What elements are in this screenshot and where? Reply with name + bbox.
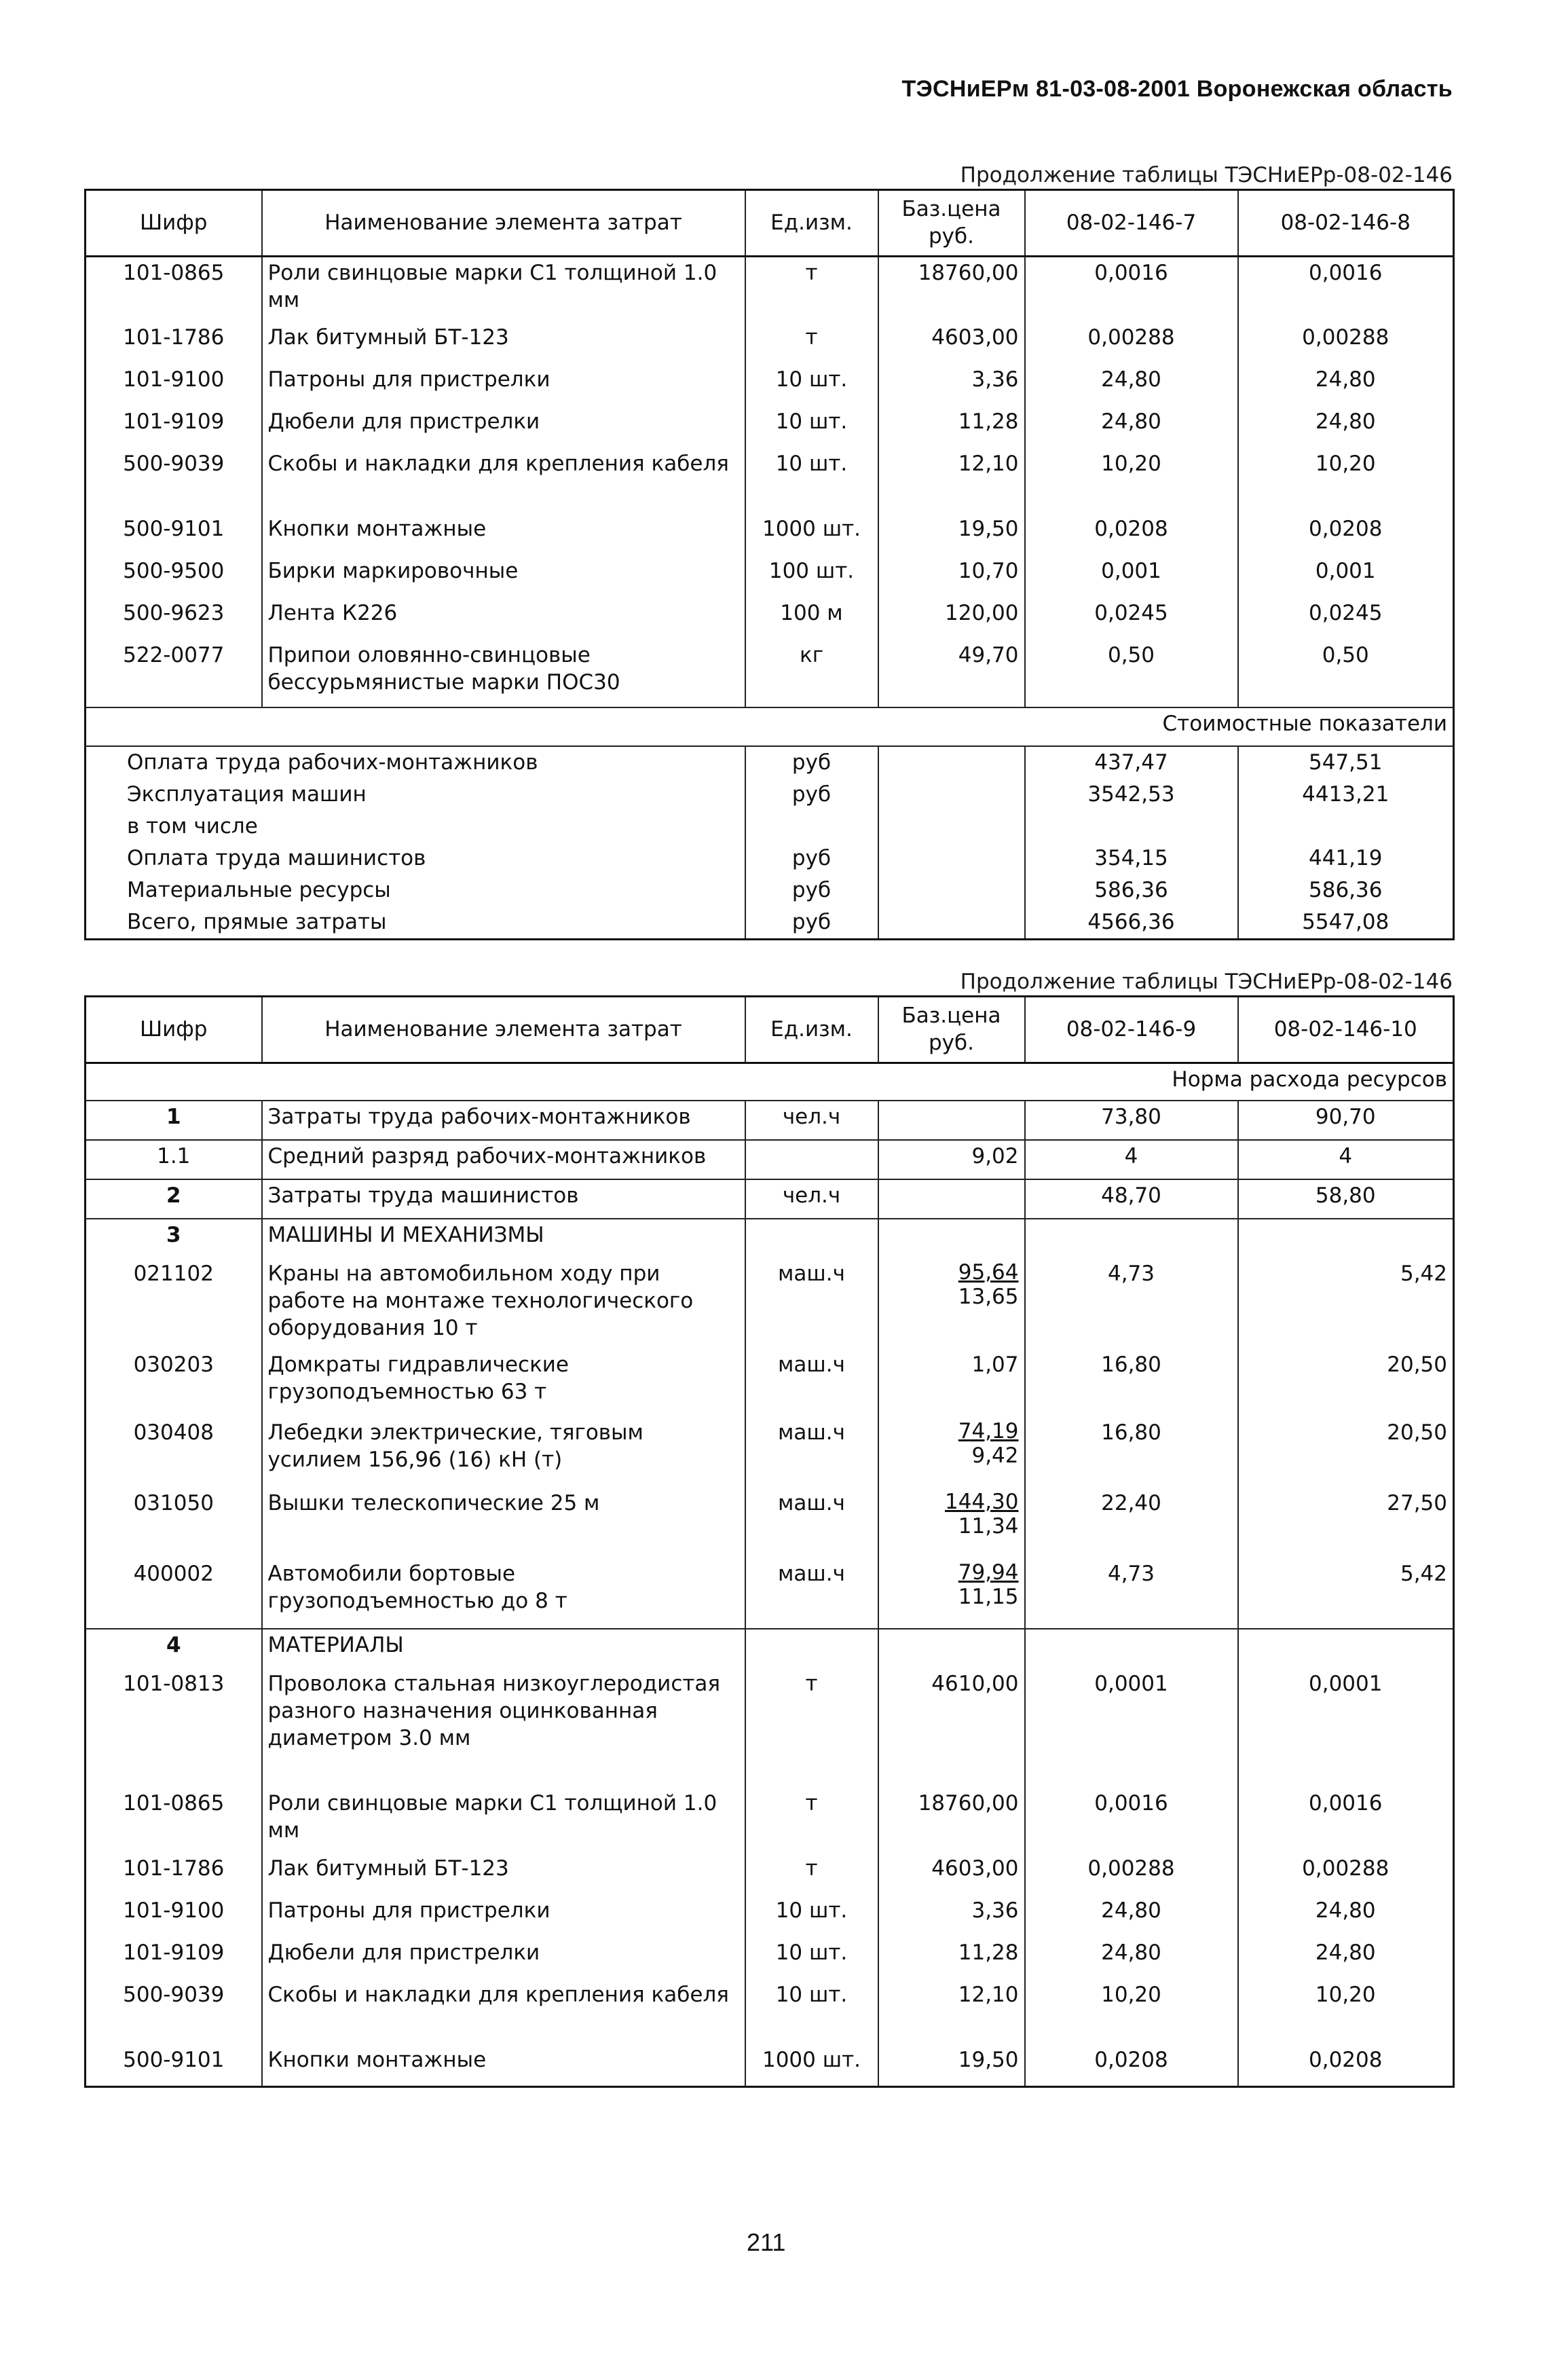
material-row — [86, 1853, 1454, 1895]
cost-name: Материальные ресурсы — [86, 874, 745, 906]
cost-header: Стоимостные показатели — [86, 707, 1454, 746]
row-unit: маш.ч — [745, 1258, 878, 1349]
row-price — [878, 1558, 1025, 1629]
row-value-b: 27,50 — [1238, 1488, 1454, 1558]
cost-unit: руб — [745, 746, 878, 779]
price-fraction — [958, 1260, 1019, 1309]
row-code: 522-0077 — [86, 640, 262, 707]
row-value-a: 0,00288 — [1025, 322, 1238, 364]
row-name: Дюбели для пристрелки — [262, 1937, 745, 1979]
row-code: 1 — [86, 1101, 262, 1140]
row-name: Кнопки монтажные — [262, 513, 745, 555]
material-row — [86, 1937, 1454, 1979]
row-value-b: 0,50 — [1238, 640, 1454, 707]
cost-value-b: 441,19 — [1238, 843, 1454, 874]
table-row — [86, 513, 1454, 555]
page-number: 211 — [747, 2228, 786, 2256]
header-price — [878, 190, 1025, 257]
header-name: Наименование элемента затрат — [262, 997, 745, 1063]
row-value-a: 0,00288 — [1025, 1853, 1238, 1895]
row-code: 031050 — [86, 1488, 262, 1558]
row-name: Лента К226 — [262, 597, 745, 640]
row-price — [878, 1417, 1025, 1488]
section-name: МАШИНЫ И МЕХАНИЗМЫ — [262, 1219, 745, 1258]
empty-cell — [1238, 1629, 1454, 1668]
table1-header-row — [86, 190, 1454, 257]
row-name: Лак битумный БТ-123 — [262, 322, 745, 364]
cost-header-row — [86, 707, 1454, 746]
price-total: 95,64 — [958, 1260, 1019, 1285]
row-unit: маш.ч — [745, 1488, 878, 1558]
cost-value-b: 4413,21 — [1238, 779, 1454, 811]
cost-unit: руб — [745, 843, 878, 874]
row-name: Затраты труда машинистов — [262, 1179, 745, 1219]
row-code: 2 — [86, 1179, 262, 1219]
row-price — [878, 1258, 1025, 1349]
row-value-a: 16,80 — [1025, 1417, 1238, 1488]
row-value-b: 0,0016 — [1238, 1788, 1454, 1853]
row-code: 101-0865 — [86, 257, 262, 322]
row-value-a: 10,20 — [1025, 1979, 1238, 2044]
row-unit: 10 шт. — [745, 448, 878, 513]
header-col-a: 08-02-146-9 — [1025, 997, 1238, 1063]
row-name: Роли свинцовые марки С1 толщиной 1.0 мм — [262, 1788, 745, 1853]
row-name: Припои оловянно-свинцовые бессурьмянистые марки ПОС30 — [262, 640, 745, 707]
row-code: 021102 — [86, 1258, 262, 1349]
cost-value-a — [1025, 811, 1238, 843]
header-col-b: 08-02-146-10 — [1238, 997, 1454, 1063]
row-value-b: 24,80 — [1238, 406, 1454, 448]
cost-price — [878, 843, 1025, 874]
row-code: 101-9100 — [86, 1895, 262, 1937]
empty-cell — [1025, 1219, 1238, 1258]
table1-body — [86, 257, 1454, 940]
labor-row — [86, 1140, 1454, 1179]
row-value-a: 48,70 — [1025, 1179, 1238, 1219]
row-price: 19,50 — [878, 2044, 1025, 2086]
cost-price — [878, 779, 1025, 811]
empty-cell — [878, 1219, 1025, 1258]
row-price: 10,70 — [878, 555, 1025, 597]
header-price-line2: руб. — [929, 1031, 974, 1055]
row-unit: т — [745, 1853, 878, 1895]
price-fraction — [958, 1560, 1019, 1609]
cost-row — [86, 811, 1454, 843]
row-code: 101-1786 — [86, 322, 262, 364]
row-value-b: 24,80 — [1238, 364, 1454, 406]
row-value-a: 24,80 — [1025, 406, 1238, 448]
row-price: 11,28 — [878, 1937, 1025, 1979]
row-value-a: 4,73 — [1025, 1558, 1238, 1629]
row-name: Автомобили бортовые грузоподъемностью до 8 т — [262, 1558, 745, 1629]
row-value-a: 4,73 — [1025, 1258, 1238, 1349]
row-value-a: 0,0245 — [1025, 597, 1238, 640]
cost-unit: руб — [745, 779, 878, 811]
row-name: Роли свинцовые марки С1 толщиной 1.0 мм — [262, 257, 745, 322]
header-code: Шифр — [86, 997, 262, 1063]
row-code: 500-9500 — [86, 555, 262, 597]
cost-name: Всего, прямые затраты — [86, 906, 745, 940]
header-unit: Ед.изм. — [745, 997, 878, 1063]
row-value-a: 0,0208 — [1025, 513, 1238, 555]
row-value-a: 24,80 — [1025, 1937, 1238, 1979]
empty-cell — [745, 1219, 878, 1258]
cost-value-b: 547,51 — [1238, 746, 1454, 779]
cost-name: в том числе — [86, 811, 745, 843]
machine-row — [86, 1258, 1454, 1349]
row-code: 101-0813 — [86, 1668, 262, 1788]
row-code: 500-9101 — [86, 2044, 262, 2086]
machine-row — [86, 1488, 1454, 1558]
row-price: 18760,00 — [878, 257, 1025, 322]
material-row — [86, 2044, 1454, 2086]
row-price: 4603,00 — [878, 1853, 1025, 1895]
row-value-b: 5,42 — [1238, 1558, 1454, 1629]
row-value-b: 5,42 — [1238, 1258, 1454, 1349]
header-col-a: 08-02-146-7 — [1025, 190, 1238, 257]
cost-name: Эксплуатация машин — [86, 779, 745, 811]
row-unit: 1000 шт. — [745, 2044, 878, 2086]
row-unit: маш.ч — [745, 1417, 878, 1488]
machine-row — [86, 1349, 1454, 1417]
cost-unit: руб — [745, 874, 878, 906]
row-value-b: 0,0245 — [1238, 597, 1454, 640]
row-name: Патроны для пристрелки — [262, 1895, 745, 1937]
row-value-b: 20,50 — [1238, 1417, 1454, 1488]
row-unit: 10 шт. — [745, 1937, 878, 1979]
row-value-a: 0,50 — [1025, 640, 1238, 707]
row-name: Затраты труда рабочих-монтажников — [262, 1101, 745, 1140]
header-code: Шифр — [86, 190, 262, 257]
row-name: Лебедки электрические, тяговым усилием 156,96 (16) кН (т) — [262, 1417, 745, 1488]
cost-row — [86, 906, 1454, 940]
row-code: 500-9623 — [86, 597, 262, 640]
cost-value-a: 3542,53 — [1025, 779, 1238, 811]
cost-value-a: 437,47 — [1025, 746, 1238, 779]
row-price: 3,36 — [878, 364, 1025, 406]
cost-name: Оплата труда рабочих-монтажников — [86, 746, 745, 779]
row-value-b: 4 — [1238, 1140, 1454, 1179]
row-unit: т — [745, 257, 878, 322]
table-row — [86, 364, 1454, 406]
cost-row — [86, 779, 1454, 811]
header-price-line2: руб. — [929, 224, 974, 248]
table-row — [86, 448, 1454, 513]
row-name: Краны на автомобильном ходу при работе на монтаже технологического оборудования 10 т — [262, 1258, 745, 1349]
price-total: 79,94 — [958, 1560, 1019, 1585]
cost-row — [86, 746, 1454, 779]
material-row — [86, 1788, 1454, 1853]
labor-row — [86, 1101, 1454, 1140]
cost-price — [878, 874, 1025, 906]
norm-header: Норма расхода ресурсов — [86, 1063, 1454, 1101]
row-price — [878, 1179, 1025, 1219]
row-code: 500-9039 — [86, 448, 262, 513]
row-unit: маш.ч — [745, 1558, 878, 1629]
table1-caption: Продолжение таблицы ТЭСНиЕРр-08-02-146 — [960, 163, 1453, 187]
cost-value-b — [1238, 811, 1454, 843]
row-unit: чел.ч — [745, 1101, 878, 1140]
row-unit: кг — [745, 640, 878, 707]
row-price: 19,50 — [878, 513, 1025, 555]
document-header: ТЭСНиЕРм 81-03-08-2001 Воронежская область — [901, 76, 1453, 102]
norm-header-row — [86, 1063, 1454, 1101]
row-value-b: 0,0208 — [1238, 2044, 1454, 2086]
table-row — [86, 322, 1454, 364]
row-name: Скобы и накладки для крепления кабеля — [262, 1979, 745, 2044]
cost-unit: руб — [745, 906, 878, 940]
row-value-b: 0,0001 — [1238, 1668, 1454, 1788]
row-value-b: 0,00288 — [1238, 322, 1454, 364]
empty-cell — [878, 1629, 1025, 1668]
header-col-b: 08-02-146-8 — [1238, 190, 1454, 257]
row-value-a: 22,40 — [1025, 1488, 1238, 1558]
empty-cell — [1238, 1219, 1454, 1258]
row-name: Средний разряд рабочих-монтажников — [262, 1140, 745, 1179]
price-labor: 11,34 — [958, 1514, 1019, 1539]
header-unit: Ед.изм. — [745, 190, 878, 257]
row-code: 030203 — [86, 1349, 262, 1417]
row-name: Дюбели для пристрелки — [262, 406, 745, 448]
row-unit: 10 шт. — [745, 1895, 878, 1937]
row-value-a: 16,80 — [1025, 1349, 1238, 1417]
row-code: 500-9101 — [86, 513, 262, 555]
row-name: Проволока стальная низкоуглеродистая разного назначения оцинкованная диаметром 3.0 мм — [262, 1668, 745, 1788]
price-labor: 9,42 — [971, 1443, 1019, 1468]
header-name: Наименование элемента затрат — [262, 190, 745, 257]
cost-price — [878, 811, 1025, 843]
price-total: 144,30 — [945, 1490, 1019, 1514]
row-name: Скобы и накладки для крепления кабеля — [262, 448, 745, 513]
table-row — [86, 555, 1454, 597]
table-row — [86, 597, 1454, 640]
row-value-b: 90,70 — [1238, 1101, 1454, 1140]
row-value-a: 10,20 — [1025, 448, 1238, 513]
empty-cell — [745, 1629, 878, 1668]
row-value-a: 24,80 — [1025, 364, 1238, 406]
row-value-b: 10,20 — [1238, 1979, 1454, 2044]
row-value-b: 24,80 — [1238, 1937, 1454, 1979]
cost-row — [86, 874, 1454, 906]
cost-value-b: 5547,08 — [1238, 906, 1454, 940]
row-value-a: 0,001 — [1025, 555, 1238, 597]
cost-price — [878, 746, 1025, 779]
row-name: Вышки телескопические 25 м — [262, 1488, 745, 1558]
row-code: 500-9039 — [86, 1979, 262, 2044]
row-code: 101-9100 — [86, 364, 262, 406]
table2-caption: Продолжение таблицы ТЭСНиЕРр-08-02-146 — [960, 970, 1453, 994]
row-unit: т — [745, 1668, 878, 1788]
table2 — [84, 995, 1455, 2088]
row-value-b: 24,80 — [1238, 1895, 1454, 1937]
row-code: 101-9109 — [86, 1937, 262, 1979]
row-unit: 10 шт. — [745, 364, 878, 406]
row-unit: 100 шт. — [745, 555, 878, 597]
cost-unit — [745, 811, 878, 843]
row-value-a: 0,0208 — [1025, 2044, 1238, 2086]
material-row — [86, 1895, 1454, 1937]
row-name: Лак битумный БТ-123 — [262, 1853, 745, 1895]
row-price: 11,28 — [878, 406, 1025, 448]
machine-row — [86, 1417, 1454, 1488]
price-labor: 11,15 — [958, 1585, 1019, 1609]
row-code: 101-9109 — [86, 406, 262, 448]
table-row — [86, 406, 1454, 448]
price-labor: 13,65 — [958, 1285, 1019, 1309]
row-price: 120,00 — [878, 597, 1025, 640]
cost-price — [878, 906, 1025, 940]
row-price: 18760,00 — [878, 1788, 1025, 1853]
row-value-a: 0,0016 — [1025, 1788, 1238, 1853]
row-price — [878, 1488, 1025, 1558]
row-price: 49,70 — [878, 640, 1025, 707]
row-unit: 10 шт. — [745, 406, 878, 448]
row-unit: 10 шт. — [745, 1979, 878, 2044]
row-price: 9,02 — [878, 1140, 1025, 1179]
row-price — [878, 1101, 1025, 1140]
row-code: 1.1 — [86, 1140, 262, 1179]
empty-cell — [1025, 1629, 1238, 1668]
materials-section-row — [86, 1629, 1454, 1668]
row-price: 4603,00 — [878, 322, 1025, 364]
row-code: 101-1786 — [86, 1853, 262, 1895]
row-unit — [745, 1140, 878, 1179]
row-value-b: 0,0208 — [1238, 513, 1454, 555]
labor-row — [86, 1179, 1454, 1219]
header-price — [878, 997, 1025, 1063]
cost-value-b: 586,36 — [1238, 874, 1454, 906]
row-value-a: 0,0016 — [1025, 257, 1238, 322]
row-code: 030408 — [86, 1417, 262, 1488]
table-row — [86, 640, 1454, 707]
row-unit: 1000 шт. — [745, 513, 878, 555]
row-value-a: 73,80 — [1025, 1101, 1238, 1140]
cost-value-a: 4566,36 — [1025, 906, 1238, 940]
row-code: 400002 — [86, 1558, 262, 1629]
row-name: Кнопки монтажные — [262, 2044, 745, 2086]
machines-section-row — [86, 1219, 1454, 1258]
price-fraction — [971, 1352, 1018, 1377]
header-price-line1: Баз.цена — [901, 197, 1001, 221]
section-code: 3 — [86, 1219, 262, 1258]
row-name: Патроны для пристрелки — [262, 364, 745, 406]
row-name: Бирки маркировочные — [262, 555, 745, 597]
table1 — [84, 189, 1455, 940]
row-value-b: 20,50 — [1238, 1349, 1454, 1417]
material-row — [86, 1979, 1454, 2044]
row-unit: 100 м — [745, 597, 878, 640]
row-value-b: 0,0016 — [1238, 257, 1454, 322]
row-value-b: 10,20 — [1238, 448, 1454, 513]
row-name: Домкраты гидравлические грузоподъемностью 63 т — [262, 1349, 745, 1417]
price-fraction — [945, 1490, 1018, 1539]
row-price: 12,10 — [878, 448, 1025, 513]
table-row — [86, 257, 1454, 322]
section-code: 4 — [86, 1629, 262, 1668]
row-price: 4610,00 — [878, 1668, 1025, 1788]
row-value-a: 24,80 — [1025, 1895, 1238, 1937]
row-code: 101-0865 — [86, 1788, 262, 1853]
row-price: 3,36 — [878, 1895, 1025, 1937]
row-value-b: 0,001 — [1238, 555, 1454, 597]
table2-header-row — [86, 997, 1454, 1063]
cost-name: Оплата труда машинистов — [86, 843, 745, 874]
row-unit: т — [745, 322, 878, 364]
row-unit: маш.ч — [745, 1349, 878, 1417]
row-value-a: 0,0001 — [1025, 1668, 1238, 1788]
material-row — [86, 1668, 1454, 1788]
row-value-b: 0,00288 — [1238, 1853, 1454, 1895]
row-value-b: 58,80 — [1238, 1179, 1454, 1219]
cost-value-a: 586,36 — [1025, 874, 1238, 906]
row-price: 12,10 — [878, 1979, 1025, 2044]
row-price — [878, 1349, 1025, 1417]
cost-row — [86, 843, 1454, 874]
row-value-a: 4 — [1025, 1140, 1238, 1179]
price-labor: 1,07 — [971, 1352, 1019, 1377]
machine-row — [86, 1558, 1454, 1629]
section-name: МАТЕРИАЛЫ — [262, 1629, 745, 1668]
row-unit: чел.ч — [745, 1179, 878, 1219]
cost-value-a: 354,15 — [1025, 843, 1238, 874]
table2-body — [86, 1063, 1454, 2087]
row-unit: т — [745, 1788, 878, 1853]
price-total: 74,19 — [958, 1419, 1019, 1443]
header-price-line1: Баз.цена — [901, 1003, 1001, 1028]
price-fraction — [958, 1419, 1019, 1468]
